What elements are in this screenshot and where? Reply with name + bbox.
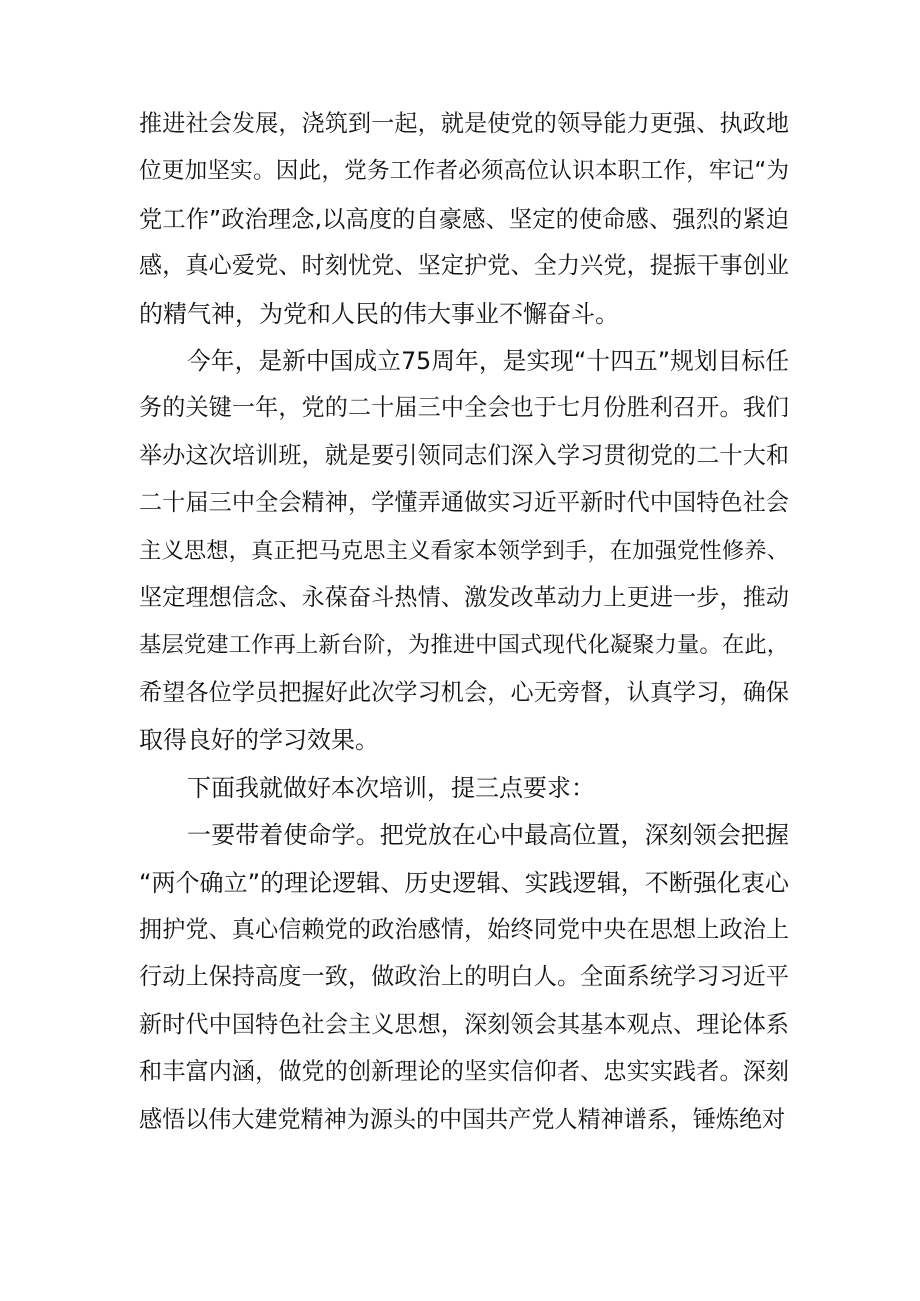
text-line: 主义思想，真正把马克思主义看家本领学到手，在加强党性修养、: [139, 537, 789, 564]
paragraph: [139, 765, 789, 812]
paragraph: [139, 101, 789, 338]
text-line: 的精气神，为党和人民的伟大事业不懈奋斗。: [139, 299, 619, 328]
text-line: 务的关键一年，党的二十届三中全会也于七月份胜利召开。我们: [139, 395, 789, 422]
text-line: 新时代中国特色社会主义思想，深刻领会其基本观点、理论体系: [139, 1011, 789, 1038]
text-line: 行动上保持高度一致，做政治上的明白人。全面系统学习习近平: [139, 964, 789, 991]
text-line: 和丰富内涵，做党的创新理论的坚实信仰者、忠实实践者。深刻: [139, 1059, 789, 1086]
text-line: 党工作”政治理念,以高度的自豪感、坚定的使命感、强烈的紧迫: [139, 205, 789, 233]
text-line: 二十届三中全会精神，学懂弄通做实习近平新时代中国特色社会: [139, 490, 789, 517]
text-line: 基层党建工作再上新台阶，为推进中国式现代化凝聚力量。在此，: [139, 632, 789, 659]
text-line: 希望各位学员把握好此次学习机会，心无旁督，认真学习，确保: [139, 679, 789, 706]
paragraph: [139, 812, 789, 1144]
text-line: “两个确立”的理论逻辑、历史逻辑、实践逻辑，不断强化衷心: [139, 868, 789, 897]
document-body: [139, 101, 789, 1144]
text-line: 今年，是新中国成立75周年，是实现“十四五”规划目标任: [187, 347, 789, 376]
text-line: 一要带着使命学。把党放在心中最高位置，深刻领会把握: [187, 821, 789, 850]
text-line: 举办这次培训班，就是要引领同志们深入学习贯彻党的二十大和: [139, 442, 789, 469]
text-line: 推进社会发展，浇筑到一起，就是使党的领导能力更强、执政地: [139, 111, 789, 137]
text-line: 拥护党、真心信赖党的政治感情，始终同党中央在思想上政治上: [139, 916, 789, 943]
text-line: 坚定理想信念、永葆奋斗热情、激发改革动力上更进一步，推动: [139, 585, 789, 612]
text-line: 感，真心爱党、时刻忧党、坚定护党、全力兴党，提振干事创业: [139, 253, 789, 280]
text-line: 位更加坚实。因此，党务工作者必须高位认识本职工作，牢记“为: [139, 158, 789, 185]
text-line: 取得良好的学习效果。: [139, 726, 379, 755]
text-line: 下面我就做好本次培训，提三点要求：: [187, 773, 595, 802]
text-line: 感悟以伟大建党精神为源头的中国共产党人精神谱系，锤炼绝对: [139, 1106, 786, 1133]
paragraph: [139, 338, 789, 765]
